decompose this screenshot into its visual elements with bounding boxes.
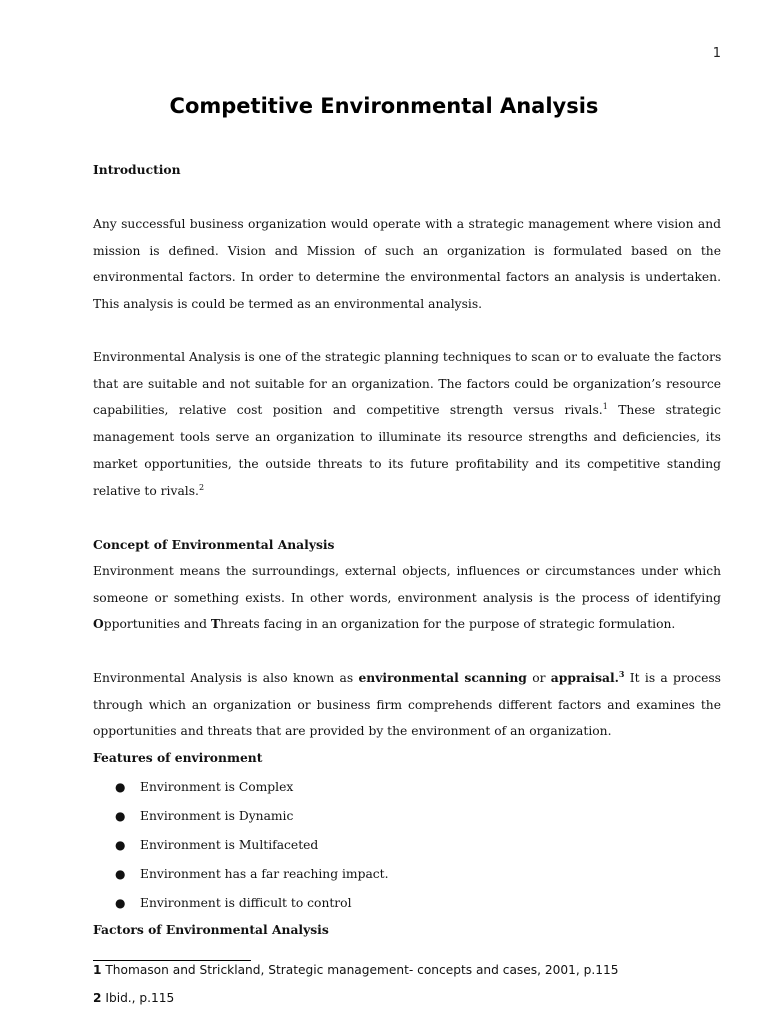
text-line <box>93 665 721 692</box>
list-item <box>93 860 389 889</box>
footnote-ref-2: 2 <box>198 482 205 492</box>
footnote-number: 1 <box>93 963 102 977</box>
concept-heading: Concept of Environmental Analysis <box>93 537 335 552</box>
text-line: that are suitable and not suitable for an organization. The factors could be organization’s resource <box>93 376 721 391</box>
footnote-1 <box>93 963 619 977</box>
features-list <box>93 773 389 918</box>
list-item-text: Environment is Complex <box>140 780 294 794</box>
text-line: This analysis is could be termed as an environmental analysis. <box>93 297 483 312</box>
footnote-text: Thomason and Strickland, Strategic management- concepts and cases, 2001, p.115 <box>101 963 619 977</box>
footnote-2 <box>93 991 174 1005</box>
emphasis-letter: O <box>93 616 104 632</box>
text-segment: relative to rivals. <box>93 483 199 498</box>
text-line: Any successful business organization would operate with a strategic management where vision and <box>93 217 721 231</box>
text-segment: It is a process <box>624 671 721 685</box>
text-line <box>93 611 721 638</box>
page-number: 1 <box>712 46 721 61</box>
text-segment: These strategic <box>607 403 721 418</box>
footnote-number: 2 <box>93 991 102 1005</box>
bold-term: appraisal. <box>550 670 619 685</box>
text-segment: Environmental Analysis is also known as <box>93 671 359 685</box>
list-item-text: Environment is Dynamic <box>140 809 294 823</box>
list-item <box>93 802 389 831</box>
text-line: through which an organization or business firm comprehends different factors and examines the <box>93 697 721 712</box>
bullet-icon: ● <box>115 867 126 881</box>
list-item-text: Environment is Multifaceted <box>140 838 319 852</box>
concept-paragraph <box>93 558 721 638</box>
document-title: Competitive Environmental Analysis <box>169 94 599 118</box>
text-line: market opportunities, the outside threats to its future profitability and its competitive standing <box>93 456 721 471</box>
footnote-ref-3: 3 <box>618 669 625 679</box>
text-line: Environment means the surroundings, external objects, influences or circumstances under which <box>93 564 721 578</box>
text-segment: or <box>526 671 551 685</box>
text-line: mission is defined. Vision and Mission of such an organization is formulated based on the <box>93 243 721 258</box>
introduction-paragraph-2 <box>93 344 721 504</box>
bullet-icon: ● <box>115 780 126 794</box>
text-line: Environmental Analysis is one of the strategic planning techniques to scan or to evaluate the factors <box>93 350 722 364</box>
emphasis-letter: T <box>210 616 221 632</box>
bullet-icon: ● <box>115 809 126 823</box>
text-segment: capabilities, relative cost position and competitive strength versus rivals. <box>93 403 603 418</box>
text-line: someone or something exists. In other words, environment analysis is the process of identifying <box>93 590 721 605</box>
bullet-icon: ● <box>115 838 126 852</box>
text-line: management tools serve an organization to illuminate its resource strengths and deficiencies, its <box>93 430 721 445</box>
bullet-icon: ● <box>115 896 126 910</box>
text-segment: pportunities and <box>103 617 211 632</box>
text-line: environmental factors. In order to determine the environmental factors an analysis is undertaken. <box>93 270 721 285</box>
features-heading: Features of environment <box>93 750 263 765</box>
text-line <box>93 397 721 424</box>
footnote-separator <box>93 960 251 961</box>
footnote-ref-1: 1 <box>602 402 608 412</box>
footnote-text: Ibid., p.115 <box>101 991 175 1005</box>
list-item-text: Environment has a far reaching impact. <box>140 867 389 881</box>
list-item-text: Environment is difficult to control <box>140 896 352 910</box>
text-line <box>93 478 721 505</box>
text-segment: hreats facing in an organization for the purpose of strategic formulation. <box>220 617 676 632</box>
bold-term: environmental scanning <box>358 670 527 685</box>
list-item <box>93 889 389 918</box>
introduction-paragraph-1 <box>93 211 721 318</box>
introduction-heading: Introduction <box>93 162 181 177</box>
list-item <box>93 831 389 860</box>
list-item <box>93 773 389 802</box>
factors-heading: Factors of Environmental Analysis <box>93 922 329 937</box>
text-line: opportunities and threats that are provided by the environment of an organization. <box>93 724 612 739</box>
scanning-paragraph <box>93 665 721 745</box>
